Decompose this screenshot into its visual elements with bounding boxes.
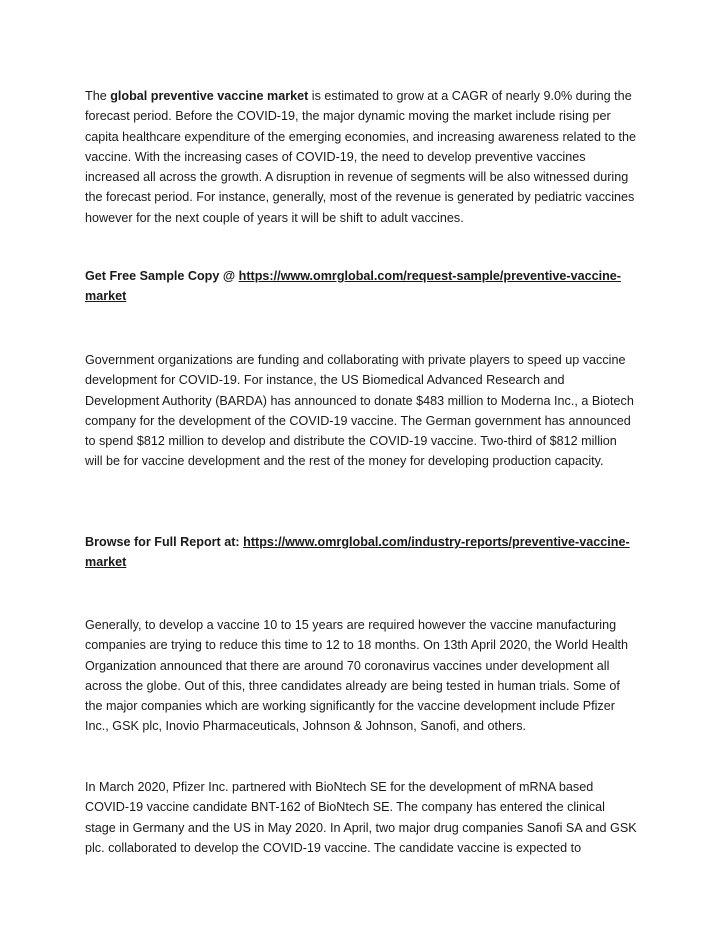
vaccine-development-paragraph: Generally, to develop a vaccine 10 to 15 years are required however the vaccine manufacturing companies are trying to reduce this time to 12 to 18 months. On 13th April 2020, the World Health Organization announced that there are around 70 coronavirus vaccines under development all across the globe. Out of this, three candidates already are being tested in human trials. Some of the major companies which are working significantly for the vaccine development include Pfizer Inc., GSK plc, Inovio Pharmaceuticals, Johnson & Johnson, Sanofi, and others. — [85, 618, 628, 734]
sample-copy-label: Get Free Sample Copy @ — [85, 269, 239, 283]
full-report-label: Browse for Full Report at: — [85, 535, 244, 549]
partnerships-paragraph: In March 2020, Pfizer Inc. partnered with BioNtech SE for the development of mRNA based COVID-19 vaccine candidate BNT-162 of BioNtech SE. The company has entered the clinical stage in Germany and the US in May 2020. In April, two major drug companies Sanofi SA and GSK plc. collaborated to develop the COVID-19 vaccine. The candidate vaccine is expected to — [85, 780, 637, 855]
government-funding-paragraph: Government organizations are funding and collaborating with private players to speed up vaccine development for COVID-19. For instance, the US Biomedical Advanced Research and Development Authority (BARDA) has announced to donate $483 million to Moderna Inc., a Biotech company for the development of the COVID-19 vaccine. The German government has announced to spend $812 million to develop and distribute the COVID-19 vaccine. Two-third of $812 million will be for vaccine development and the rest of the money for developing production capacity. — [85, 353, 634, 469]
intro-paragraph — [85, 86, 637, 228]
intro-highlight: global preventive vaccine market — [110, 89, 309, 103]
full-report-link[interactable]: https://www.omrglobal.com/industry-reports/preventive-vaccine-market — [85, 535, 630, 570]
full-report-cta — [85, 532, 637, 573]
intro-body: is estimated to grow at a CAGR of nearly 9.0% during the forecast period. Before the COVID-19, the major dynamic moving the market include rising per capita healthcare expenditure of the emerging economies, and increasing awareness related to the vaccine. With the increasing cases of COVID-19, the need to develop preventive vaccines increased all across the growth. A disruption in revenue of segments will be also witnessed during the forecast period. For instance, generally, most of the revenue is generated by pediatric vaccines however for the next couple of years it will be shift to adult vaccines. — [85, 89, 636, 225]
sample-copy-cta — [85, 266, 637, 307]
sample-copy-link[interactable]: https://www.omrglobal.com/request-sample/preventive-vaccine-market — [85, 269, 621, 304]
intro-lead: The — [85, 89, 111, 103]
